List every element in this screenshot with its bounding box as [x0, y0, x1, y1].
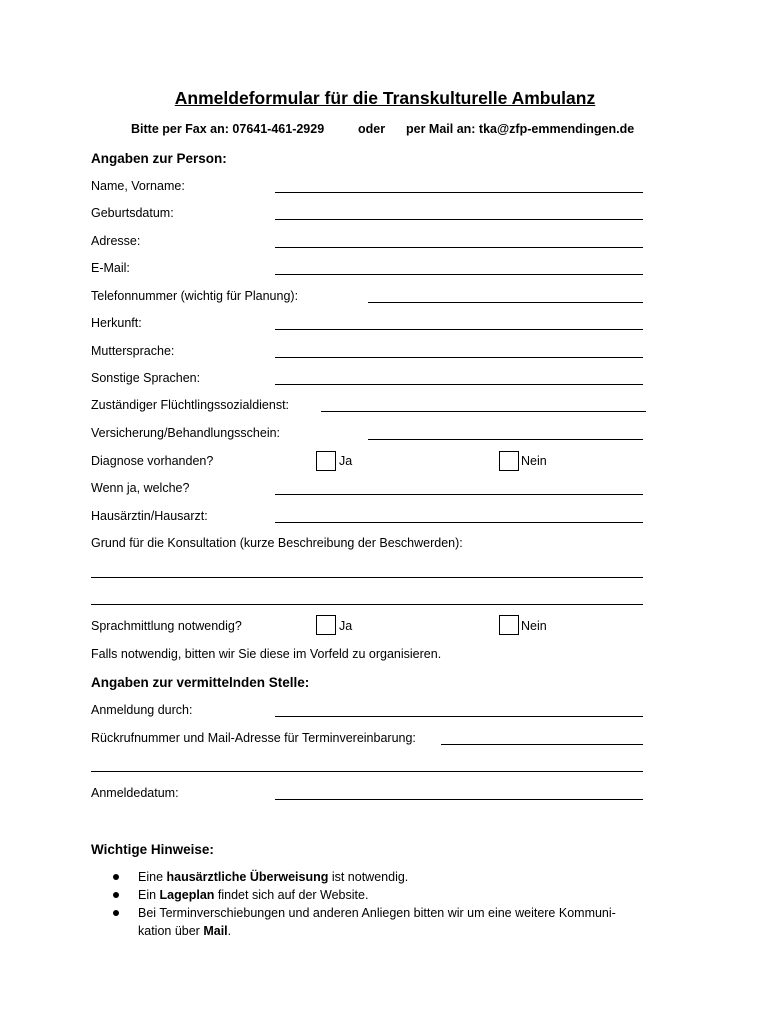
address-field[interactable]: [275, 247, 643, 248]
form-title: Anmeldeformular für die Transkulturelle Ambulanz: [174, 88, 596, 108]
doctor-field[interactable]: [275, 522, 643, 523]
diagnosis-no-checkbox[interactable]: [499, 451, 519, 471]
interpreter-label: Sprachmittlung notwendig?: [91, 619, 242, 633]
diagnosis-which-field[interactable]: [275, 494, 643, 495]
phone-label: Telefonnummer (wichtig für Planung):: [91, 289, 299, 303]
insurance-label: Versicherung/Behandlungsschein:: [91, 426, 281, 440]
notes-list: [109, 868, 649, 940]
origin-label: Herkunft:: [91, 316, 142, 330]
bullet-icon: [113, 910, 119, 916]
list-item: Ein Lageplan findet sich auf der Website.: [109, 886, 649, 904]
address-label: Adresse:: [91, 234, 141, 248]
notes-heading: Wichtige Hinweise:: [91, 842, 214, 857]
list-item: Eine hausärztliche Überweisung ist notwendig.: [109, 868, 649, 886]
callback-field-line-2[interactable]: [91, 771, 643, 772]
interpreter-no-label: Nein: [521, 619, 547, 633]
email-field[interactable]: [275, 274, 643, 275]
interpreter-note: Falls notwendig, bitten wir Sie diese im Vorfeld zu organisieren.: [91, 647, 442, 661]
reason-field-line-2[interactable]: [91, 604, 643, 605]
refugee-service-field[interactable]: [321, 411, 646, 412]
list-item: Bei Terminverschiebungen und anderen Anliegen bitten wir um eine weitere Kommuni-kation über Mail.: [109, 904, 649, 940]
name-field[interactable]: [275, 192, 643, 193]
callback-field[interactable]: [441, 744, 643, 745]
other-languages-field[interactable]: [275, 384, 643, 385]
callback-label: Rückrufnummer und Mail-Adresse für Terminvereinbarung:: [91, 731, 416, 745]
birthdate-field[interactable]: [275, 219, 643, 220]
mail-instruction: per Mail an: tka@zfp-emmendingen.de: [406, 122, 635, 136]
refugee-service-label: Zuständiger Flüchtlingssozialdienst:: [91, 398, 290, 412]
referrer-section-heading: Angaben zur vermittelnden Stelle:: [91, 675, 310, 690]
diagnosis-which-label: Wenn ja, welche?: [91, 481, 190, 495]
fax-instruction: Bitte per Fax an: 07641-461-2929: [131, 122, 325, 136]
email-label: E-Mail:: [91, 261, 130, 275]
diagnosis-yes-checkbox[interactable]: [316, 451, 336, 471]
name-label: Name, Vorname:: [91, 179, 185, 193]
interpreter-no-checkbox[interactable]: [499, 615, 519, 635]
diagnosis-label: Diagnose vorhanden?: [91, 454, 214, 468]
bullet-icon: [113, 892, 119, 898]
phone-field[interactable]: [368, 302, 643, 303]
bullet-icon: [113, 874, 119, 880]
person-section-heading: Angaben zur Person:: [91, 151, 227, 166]
interpreter-yes-label: Ja: [339, 619, 353, 633]
registered-by-field[interactable]: [275, 716, 643, 717]
registration-date-label: Anmeldedatum:: [91, 786, 179, 800]
registered-by-label: Anmeldung durch:: [91, 703, 193, 717]
insurance-field[interactable]: [368, 439, 643, 440]
reason-label: Grund für die Konsultation (kurze Beschreibung der Beschwerden):: [91, 536, 463, 550]
interpreter-yes-checkbox[interactable]: [316, 615, 336, 635]
diagnosis-yes-label: Ja: [339, 454, 353, 468]
reason-field-line-1[interactable]: [91, 577, 643, 578]
birthdate-label: Geburtsdatum:: [91, 206, 174, 220]
doctor-label: Hausärztin/Hausarzt:: [91, 509, 208, 523]
registration-date-field[interactable]: [275, 799, 643, 800]
other-languages-label: Sonstige Sprachen:: [91, 371, 201, 385]
diagnosis-no-label: Nein: [521, 454, 547, 468]
mother-tongue-label: Muttersprache:: [91, 344, 175, 358]
or-text: oder: [358, 122, 386, 136]
mother-tongue-field[interactable]: [275, 357, 643, 358]
origin-field[interactable]: [275, 329, 643, 330]
